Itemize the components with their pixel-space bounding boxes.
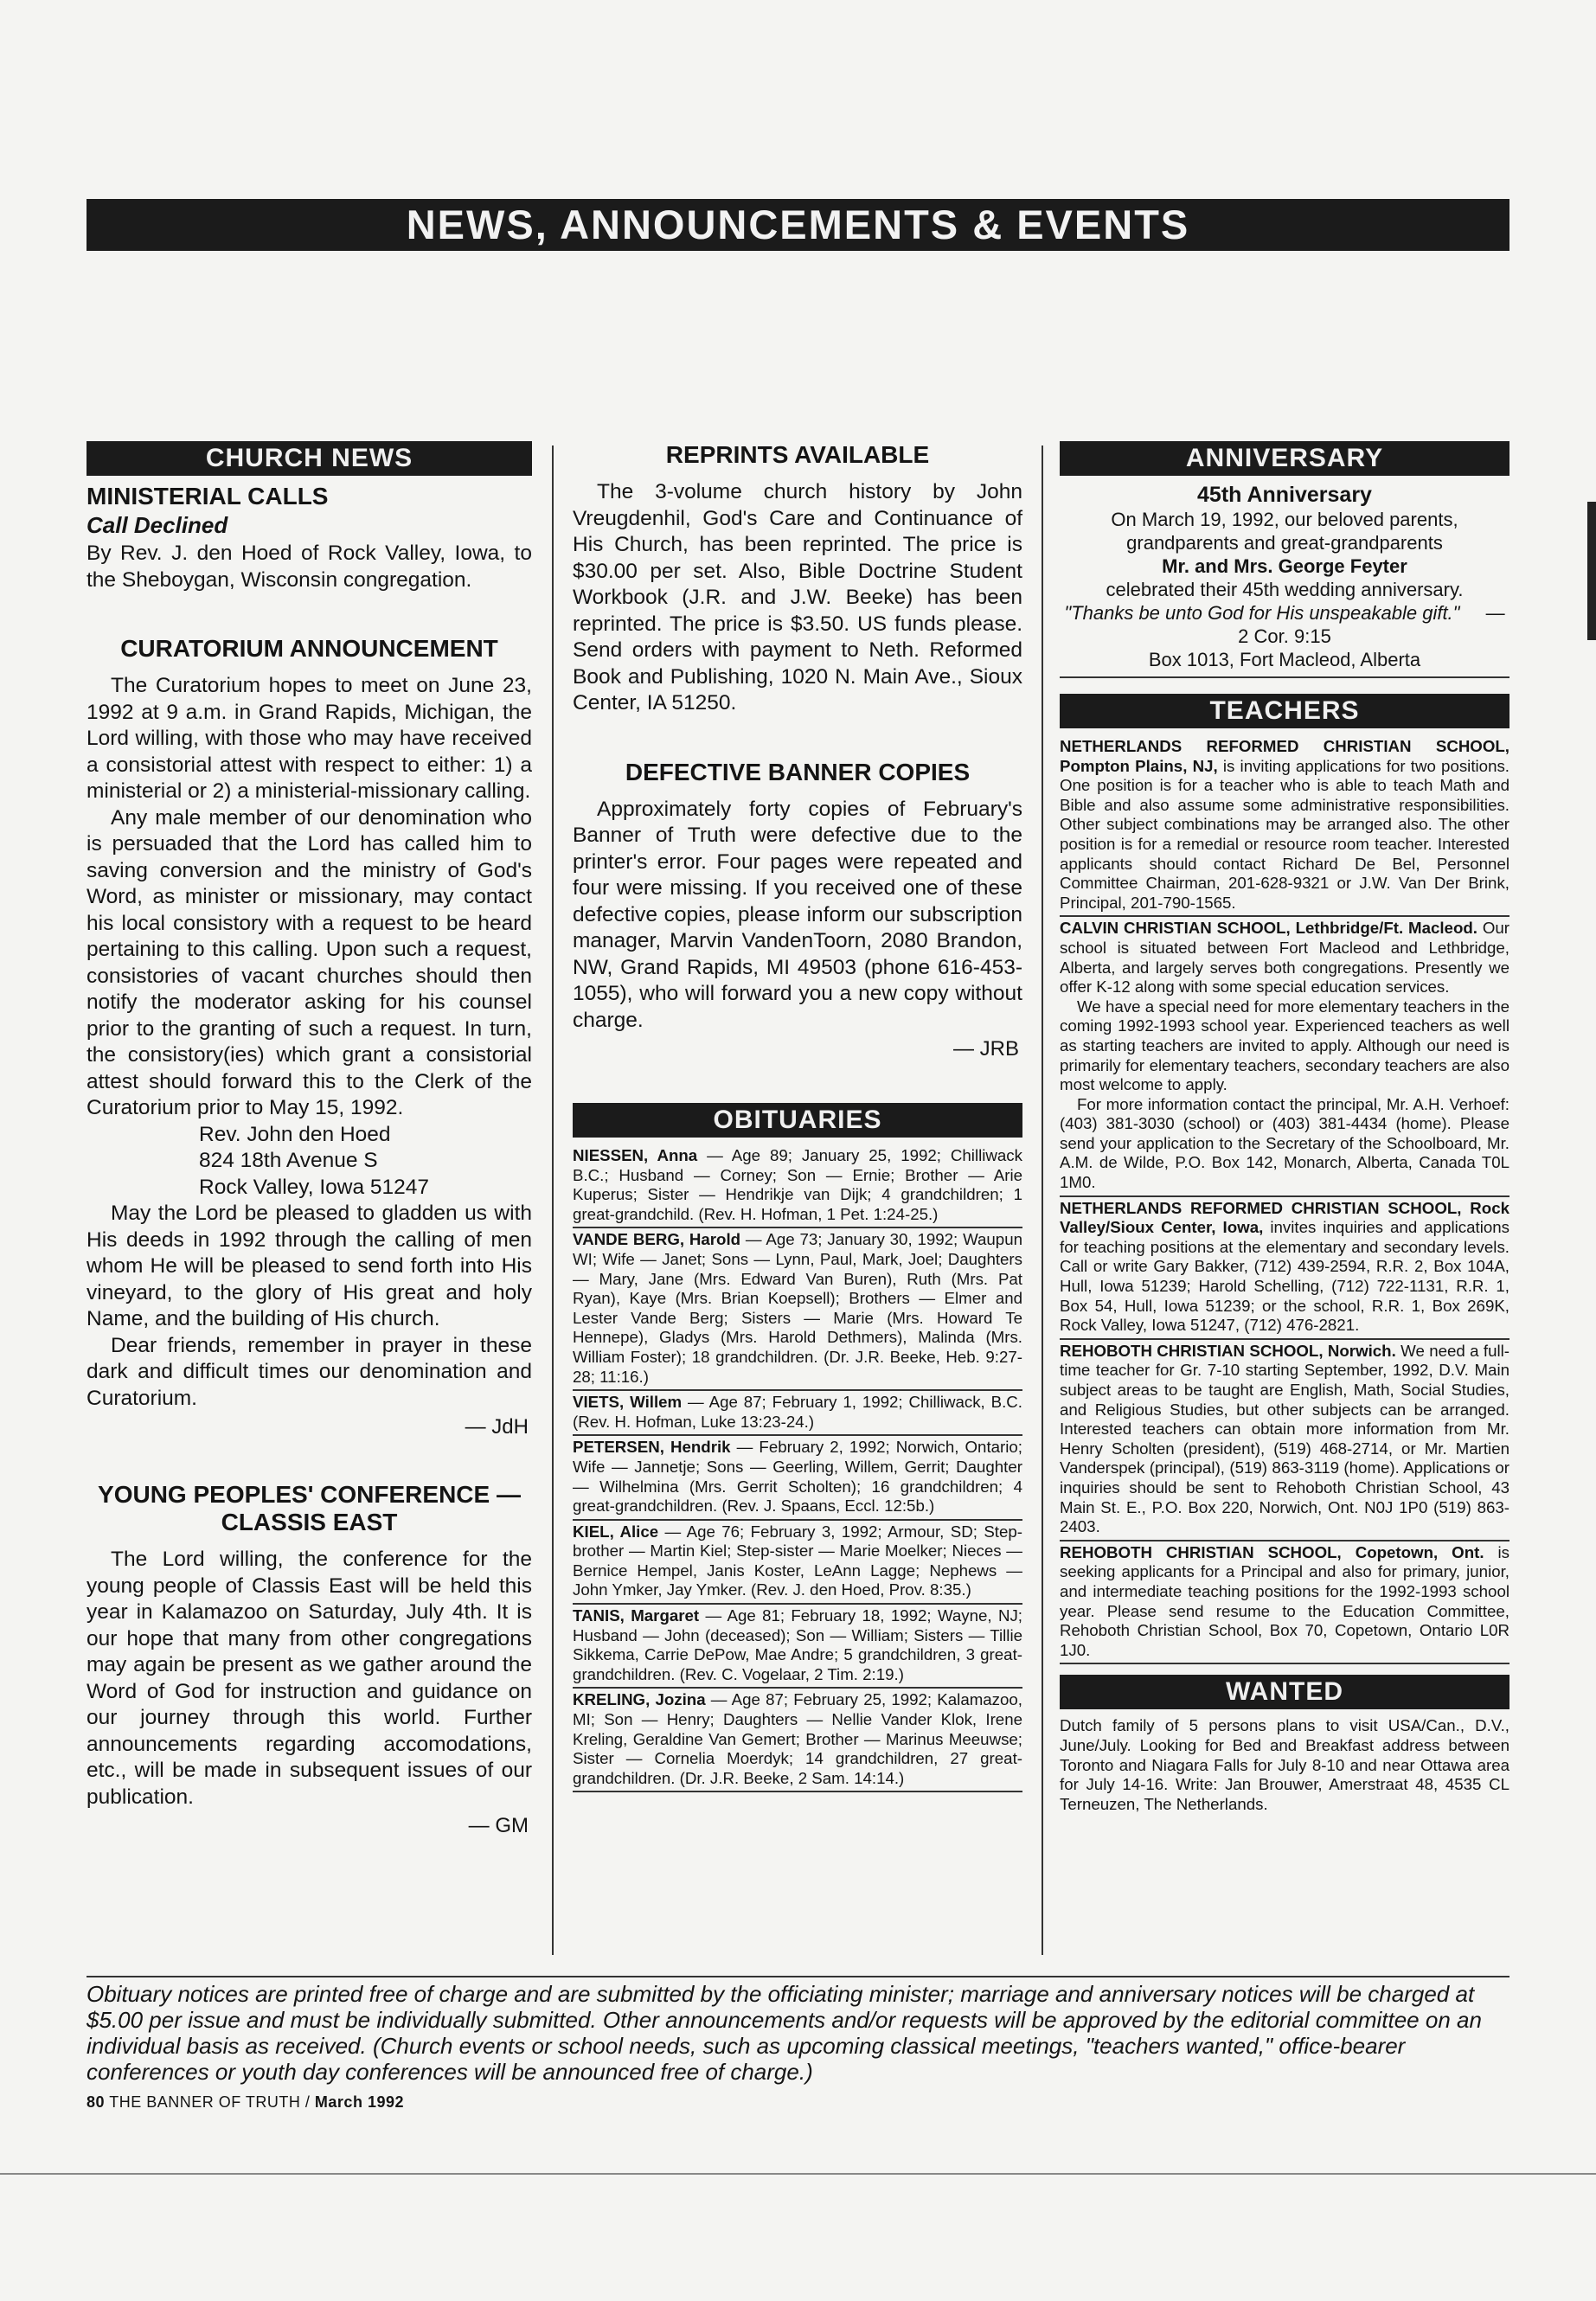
obituary-entry [573, 1689, 1022, 1792]
obituary-details: — Age 76; February 3, 1992; Armour, SD; Step-brother — Martin Kiel; Step-sister — Marie Moelker; Nieces — Bernice Hempel, Janis Koster, LeAnn Lagge; Nephews — John Ymker, Jay Ymker. (Rev. J. den Hoed, Prov. 8:35.) [573, 1522, 1022, 1599]
teacher-entry [1060, 917, 1509, 1196]
curatorium-paragraph: Any male member of our denomination who is persuaded that the Lord has called him to saving conversion and the ministry of God's Word, as minister or missionary, may contact his local consistory with a request to be heard pertaining to this calling. Upon such a request, consistories of vacant churches should then notify the moderator asking for his counsel prior to the granting of such a request. In turn, the consistory(ies) which grant a consistorial attest should forward this to the Clerk of the Curatorium prior to May 15, 1992. [87, 805, 532, 1119]
middle-column [573, 441, 1022, 1792]
call-declined-subheading: Call Declined [87, 512, 228, 538]
obituary-details: — Age 87; February 25, 1992; Kalamazoo, MI; Son — Henry; Daughters — Nellie Vander Klok, Irene Kreling, Geraldine Van Gemert; Brother — Marinus Meeuwse; Sister — Cornelia Moerdyk; 14 grandchildren, 27 great-grandchildren. (Dr. J.R. Beeke, 2 Sam. 14:14.) [573, 1690, 1022, 1787]
school-name: REHOBOTH CHRISTIAN SCHOOL, Norwich. [1060, 1341, 1396, 1360]
teacher-entry [1060, 735, 1509, 917]
obituary-name: KIEL, Alice [573, 1522, 659, 1541]
curatorium-heading: CURATORIUM ANNOUNCEMENT [120, 635, 498, 662]
defective-text: Approximately forty copies of February's Banner of Truth were defective due to the printer's error. Four pages were repeated and four were missing. If you received one of these defective copies, please inform our subscription manager, Marvin VandenToorn, 2080 Brandon, NW, Grand Rapids, MI 49503 (phone 616-453-1055), who will forward you a new copy without charge. [573, 797, 1022, 1032]
verse-text: "Thanks be unto God for His unspeakable gift." [1064, 602, 1460, 624]
footer-notice-text: Obituary notices are printed free of charge and are submitted by the officiating minister; marriage and anniversary notices will be charged at $5.00 per issue and must be individually submitted. Other announcements and/or requests will be approved by the editorial committee on an individual basis as received. (Church events or school needs, such as upcoming classical meetings, "teachers wanted," office-bearer conferences or youth day conferences will be announced free of charge.) [87, 1981, 1482, 2085]
school-name: NETHERLANDS REFORMED CHRISTIAN SCHOOL, Rock Valley/Sioux Center, Iowa, [1060, 1198, 1509, 1237]
reprints-text: The 3-volume church history by John Vreugdenhil, God's Care and Continuance of His Church, has been reprinted. The price is $30.00 per set. Also, Bible Doctrine Student Workbook (J.R. and J.W. Beeke) has been reprinted. The price is $3.50. US funds please. Send orders with payment to Neth. Reformed Book and Publishing, 1020 N. Main Ave., Sioux Center, IA 51250. [573, 480, 1022, 715]
column-divider [1042, 445, 1043, 1955]
teachers-bar: TEACHERS [1060, 694, 1509, 728]
school-details: invites inquiries and applications for teaching positions at the elementary and secondary levels. Call or write Gary Bakker, (712) 439-2594, R.R. 2, Box 104A, Hull, Iowa 51239; Harold Schelling, (712) 722-1131, R.R. 1, Box 54, Hull, Iowa 51239; or the school, R.R. 1, Box 269K, Rock Valley, Iowa 51247, (712) 476-2821. [1060, 1218, 1509, 1335]
right-column [1060, 441, 1509, 1814]
ypc-heading: YOUNG PEOPLES' CONFERENCE — CLASSIS EAST [98, 1481, 521, 1535]
anniversary-bar: ANNIVERSARY [1060, 441, 1509, 476]
teacher-entry [1060, 1197, 1509, 1340]
school-name: NETHERLANDS REFORMED CHRISTIAN SCHOOL, Pompton Plains, NJ, [1060, 737, 1509, 775]
page [87, 0, 1509, 2301]
obituary-name: TANIS, Margaret [573, 1606, 700, 1625]
obituary-details: — Age 89; January 25, 1992; Chilliwack B.C.; Husband — Corney; Son — Ernie; Brother — Arie Kuperus; Sister — Hendrikje van Dijk; 4 grandchildren; 1 great-grandchild. (Rev. H. Hofman, 1 Pet. 1:24-25.) [573, 1146, 1022, 1223]
school-name: REHOBOTH CHRISTIAN SCHOOL, Copetown, Ont. [1060, 1542, 1484, 1561]
curatorium-paragraph: May the Lord be pleased to gladden us with His deeds in 1992 through the calling of men whom He will be pleased to send forth into His vineyard, to the glory of His great and holy Name, and the building of His church. [87, 1202, 532, 1330]
obituary-entry [573, 1521, 1022, 1605]
verse-ref: —2 Cor. 9:15 [1238, 602, 1505, 647]
obituary-entry [573, 1228, 1022, 1391]
school-details-paragraph: We have a special need for more elementary teachers in the coming 1992-1993 school year. Experienced teachers as well as starting teachers are invited to apply. Although our need is primarily for elementary teachers, secondary teachers are also most welcome to apply. [1060, 997, 1509, 1094]
issue-date: March 1992 [314, 2093, 404, 2111]
obituary-name: KRELING, Jozina [573, 1690, 706, 1709]
school-name: CALVIN CHRISTIAN SCHOOL, Lethbridge/Ft. Macleod. [1060, 919, 1477, 938]
ypc-text: The Lord willing, the conference for the young people of Classis East will be held this year in Kalamazoo on Saturday, July 4th. It is our hope that many from other congregations may again be present as we gather around the Word of God for instruction and guidance on our journey through this world. Further announcements regarding accomodations, etc., will be made in subsequent issues of our publication. [87, 1548, 532, 1809]
anniversary-line: On March 19, 1992, our beloved parents, [1111, 509, 1458, 530]
obituary-entry [573, 1605, 1022, 1689]
obituary-details: — February 2, 1992; Norwich, Ontario; Wife — Jannetje; Sons — Geerling, Willem, Gerrit; Daughter — Wilhelmina (Mrs. Gerrit Scholten); 16 grandchildren; 4 great-grandchildren. (Rev. J. Spaans, Eccl. 12:5b.) [573, 1438, 1022, 1516]
curatorium-paragraph: Dear friends, remember in prayer in these dark and difficult times our denomination and Curatorium. [87, 1333, 532, 1410]
ministerial-calls-heading: MINISTERIAL CALLS [87, 483, 329, 510]
signature: — GM [468, 1814, 529, 1837]
anniversary-line: celebrated their 45th wedding anniversary. [1106, 579, 1464, 600]
address-line: Rev. John den Hoed [199, 1122, 391, 1146]
publication-name: THE BANNER OF TRUTH / [109, 2093, 311, 2111]
binding-shadow [1587, 502, 1596, 640]
church-news-bar: CHURCH NEWS [87, 441, 532, 476]
school-details: We need a full-time teacher for Gr. 7-10 starting September, 1992, D.V. Main subject areas to be taught are English, Math, Social Studies, and Religious Studies, but other subjects can be arranged. Interested teachers can obtain more information from Mr. Henry Scholten (president), (519) 468-2714, or Mr. Martien Vanderspek (principal), (519) 863-3119 (home). Applications or inquiries should be sent to Rehoboth Christian School, 43 Main St. E., P.O. Box 220, Norwich, Ont. N0J 1P0 (519) 863-2403. [1060, 1341, 1509, 1536]
obituary-entry [573, 1144, 1022, 1228]
school-details-paragraph: For more information contact the principal, Mr. A.H. Verhoef: (403) 381-3030 (school) or (403) 381-4434 (home). Please send your application to the Secretary of the Schoolboard, Mr. A.M. de Wilde, P.O. Box 142, Monarch, Alberta, Canada T0L 1M0. [1060, 1094, 1509, 1192]
teacher-entry [1060, 1340, 1509, 1541]
obituary-details: — Age 73; January 30, 1992; Waupun WI; Wife — Janet; Sons — Lynn, Paul, Mark, Joel; Daughters — Mary, Jane (Mrs. Edward Van Buren), Ruth (Mrs. Pat Ryan), Kaye (Mrs. Brian Koepsell); Brothers — Elmer and Lester Vande Berg; Sisters — Marie (Mrs. Howard Te Hennepe), Gladys (Mrs. Harold Dethmers), Malinda (Mrs. William Foster); 18 grandchildren. (Dr. J.R. Beeke, Heb. 9:27-28; 11:16.) [573, 1230, 1022, 1386]
wanted-text: Dutch family of 5 persons plans to visit USA/Can., D.V., June/July. Looking for Bed and Breakfast address between Toronto and Niagara Falls for July 8-10 and near Ottawa area for July 14-16. Write: Jan Brouwer, Amerstraat 48, 4535 CL Terneuzen, The Netherlands. [1060, 1716, 1509, 1813]
reprints-heading: REPRINTS AVAILABLE [665, 441, 930, 468]
wanted-bar: WANTED [1060, 1675, 1509, 1709]
obituary-details: — Age 87; February 1, 1992; Chilliwack, B.C. (Rev. H. Hofman, Luke 13:23-24.) [573, 1393, 1022, 1431]
anniversary-line: grandparents and great-grandparents [1126, 532, 1443, 554]
column-divider [552, 445, 554, 1955]
obituaries-bar: OBITUARIES [573, 1103, 1022, 1138]
page-banner: NEWS, ANNOUNCEMENTS & EVENTS [87, 199, 1509, 251]
school-details: is inviting applications for two positions. One position is for a teacher who is able to teach Math and Bible and also assume some administrative responsibilities. Other subject combinations may be arranged also. The other position is for a remedial or resource room teacher. Interested applicants should contact Richard De Bel, Personnel Committee Chairman, 201-628-9321 or J.W. Van Der Brink, Principal, 201-790-1565. [1060, 756, 1509, 912]
anniversary-line: Box 1013, Fort Macleod, Alberta [1148, 649, 1421, 670]
curatorium-paragraph: The Curatorium hopes to meet on June 23, 1992 at 9 a.m. in Grand Rapids, Michigan, the Lord willing, with those who may have received a consistorial attest with respect to either: 1) a ministerial or 2) a ministerial-missionary calling. [87, 674, 532, 803]
obituary-name: VIETS, Willem [573, 1393, 683, 1412]
obituary-entry [573, 1391, 1022, 1436]
obituary-entry [573, 1436, 1022, 1520]
signature: — JRB [952, 1037, 1019, 1061]
obituary-name: NIESSEN, Anna [573, 1146, 698, 1164]
obituary-name: PETERSEN, Hendrik [573, 1438, 731, 1457]
teacher-entry [1060, 1541, 1509, 1665]
defective-heading: DEFECTIVE BANNER COPIES [625, 758, 971, 785]
anniversary-names: Mr. and Mrs. George Feyter [1162, 555, 1407, 577]
obituary-list [573, 1144, 1022, 1792]
school-details: Our school is situated between Fort Macleod and Lethbridge, Alberta, and largely serves both congregations. Presently we offer K-12 along with some special education services. [1060, 919, 1509, 997]
signature: — JdH [465, 1415, 529, 1439]
anniversary-verse [1060, 601, 1509, 648]
page-number: 80 [87, 2093, 106, 2111]
anniversary-title: 45th Anniversary [1197, 483, 1372, 507]
church-news-column [87, 441, 532, 1838]
address-line: 824 18th Avenue S [199, 1149, 378, 1172]
obituary-name: VANDE BERG, Harold [573, 1230, 741, 1249]
footer-notice [87, 1976, 1509, 2085]
page-footer [87, 2093, 404, 2112]
obituary-details: — Age 81; February 18, 1992; Wayne, NJ; Husband — John (deceased); Son — William; Sisters — Tillie Sikkema, Carrie DePow, Mae Andre; 5 grandchildren, 3 great-grandchildren. (Rev. C. Vogelaar, 2 Tim. 2:19.) [573, 1606, 1022, 1683]
call-declined-text: By Rev. J. den Hoed of Rock Valley, Iowa, to the Sheboygan, Wisconsin congregation. [87, 542, 532, 592]
school-details: is seeking applicants for a Principal and also for primary, junior, and intermediate teaching positions for the 1992-1993 school year. Please send resume to the Education Committee, Rehoboth Christian School, Box 70, Copetown, Ontario L0R 1J0. [1060, 1542, 1509, 1659]
scan-edge [0, 2173, 1596, 2175]
address-line: Rock Valley, Iowa 51247 [199, 1175, 430, 1199]
teacher-list [1060, 735, 1509, 1664]
